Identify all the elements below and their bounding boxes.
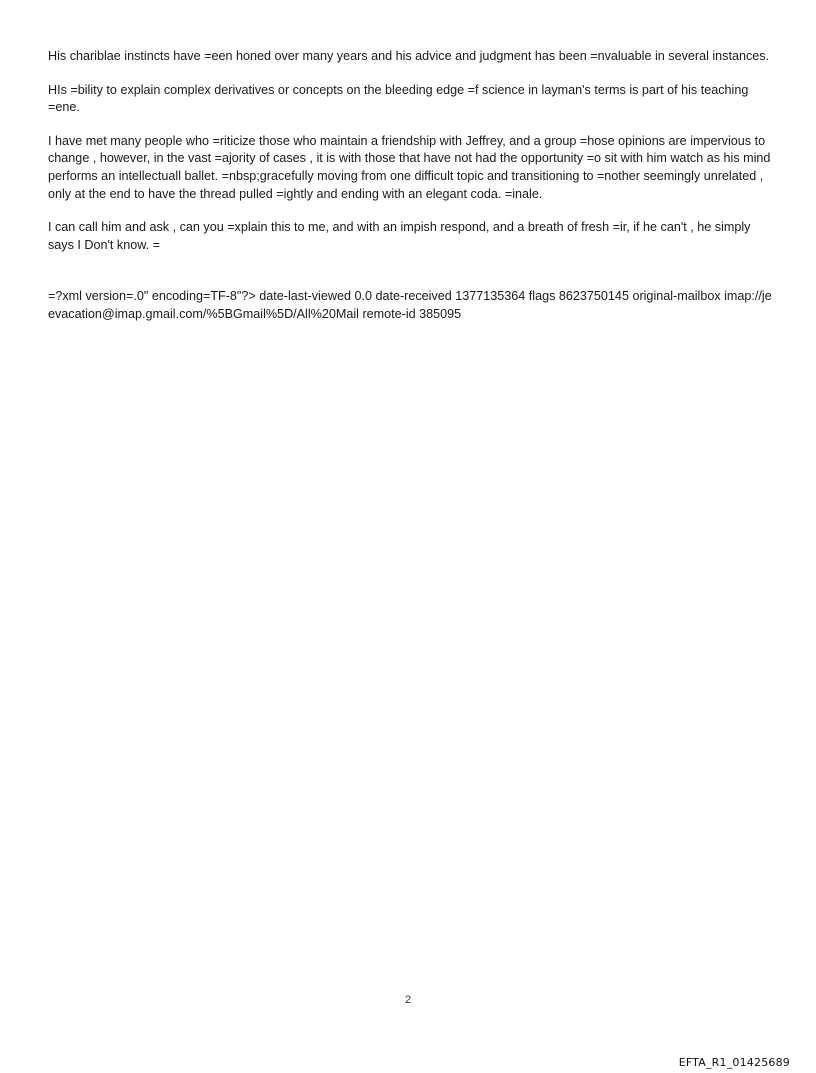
document-id: EFTA_R1_01425689 (678, 1056, 790, 1069)
paragraph-4: I can call him and ask , can you =xplain this to me, and with an impish respond, and a breath of fresh =ir, if he can't , he simply says I Don't know. = (48, 220, 751, 252)
paragraph-1: His chariblae instincts have =een honed over many years and his advice and judgment has been =nvaluable in several instances. (48, 49, 770, 63)
page-number: 2 (404, 994, 412, 1006)
metadata-line: =?xml version=.0" encoding=TF-8"?> date-last-viewed 0.0 date-received 1377135364 flags 8623750145 original-mailbox imap://jeevacation@imap.gmail.com/%5BGmail%5D/All%20Mail remote-id 385095 (48, 289, 772, 321)
paragraph-3: I have met many people who =riticize those who maintain a friendship with Jeffrey, and a group =hose opinions are impervious to change , however, in the vast =ajority of cases , it is with those that have not had the opportunity =o sit with him watch as his mind performs an intellectuall ballet. =nbsp;gracefully moving from one difficult topic and transitioning to =nother seemingly unrelated , only at the end to have the thread pulled =ightly and ending with an elegant coda. =inale. (48, 133, 771, 201)
document-body (48, 48, 772, 340)
paragraph-2: HIs =bility to explain complex derivatives or concepts on the bleeding edge =f science in layman's terms is part of his teaching =ene. (48, 82, 749, 115)
